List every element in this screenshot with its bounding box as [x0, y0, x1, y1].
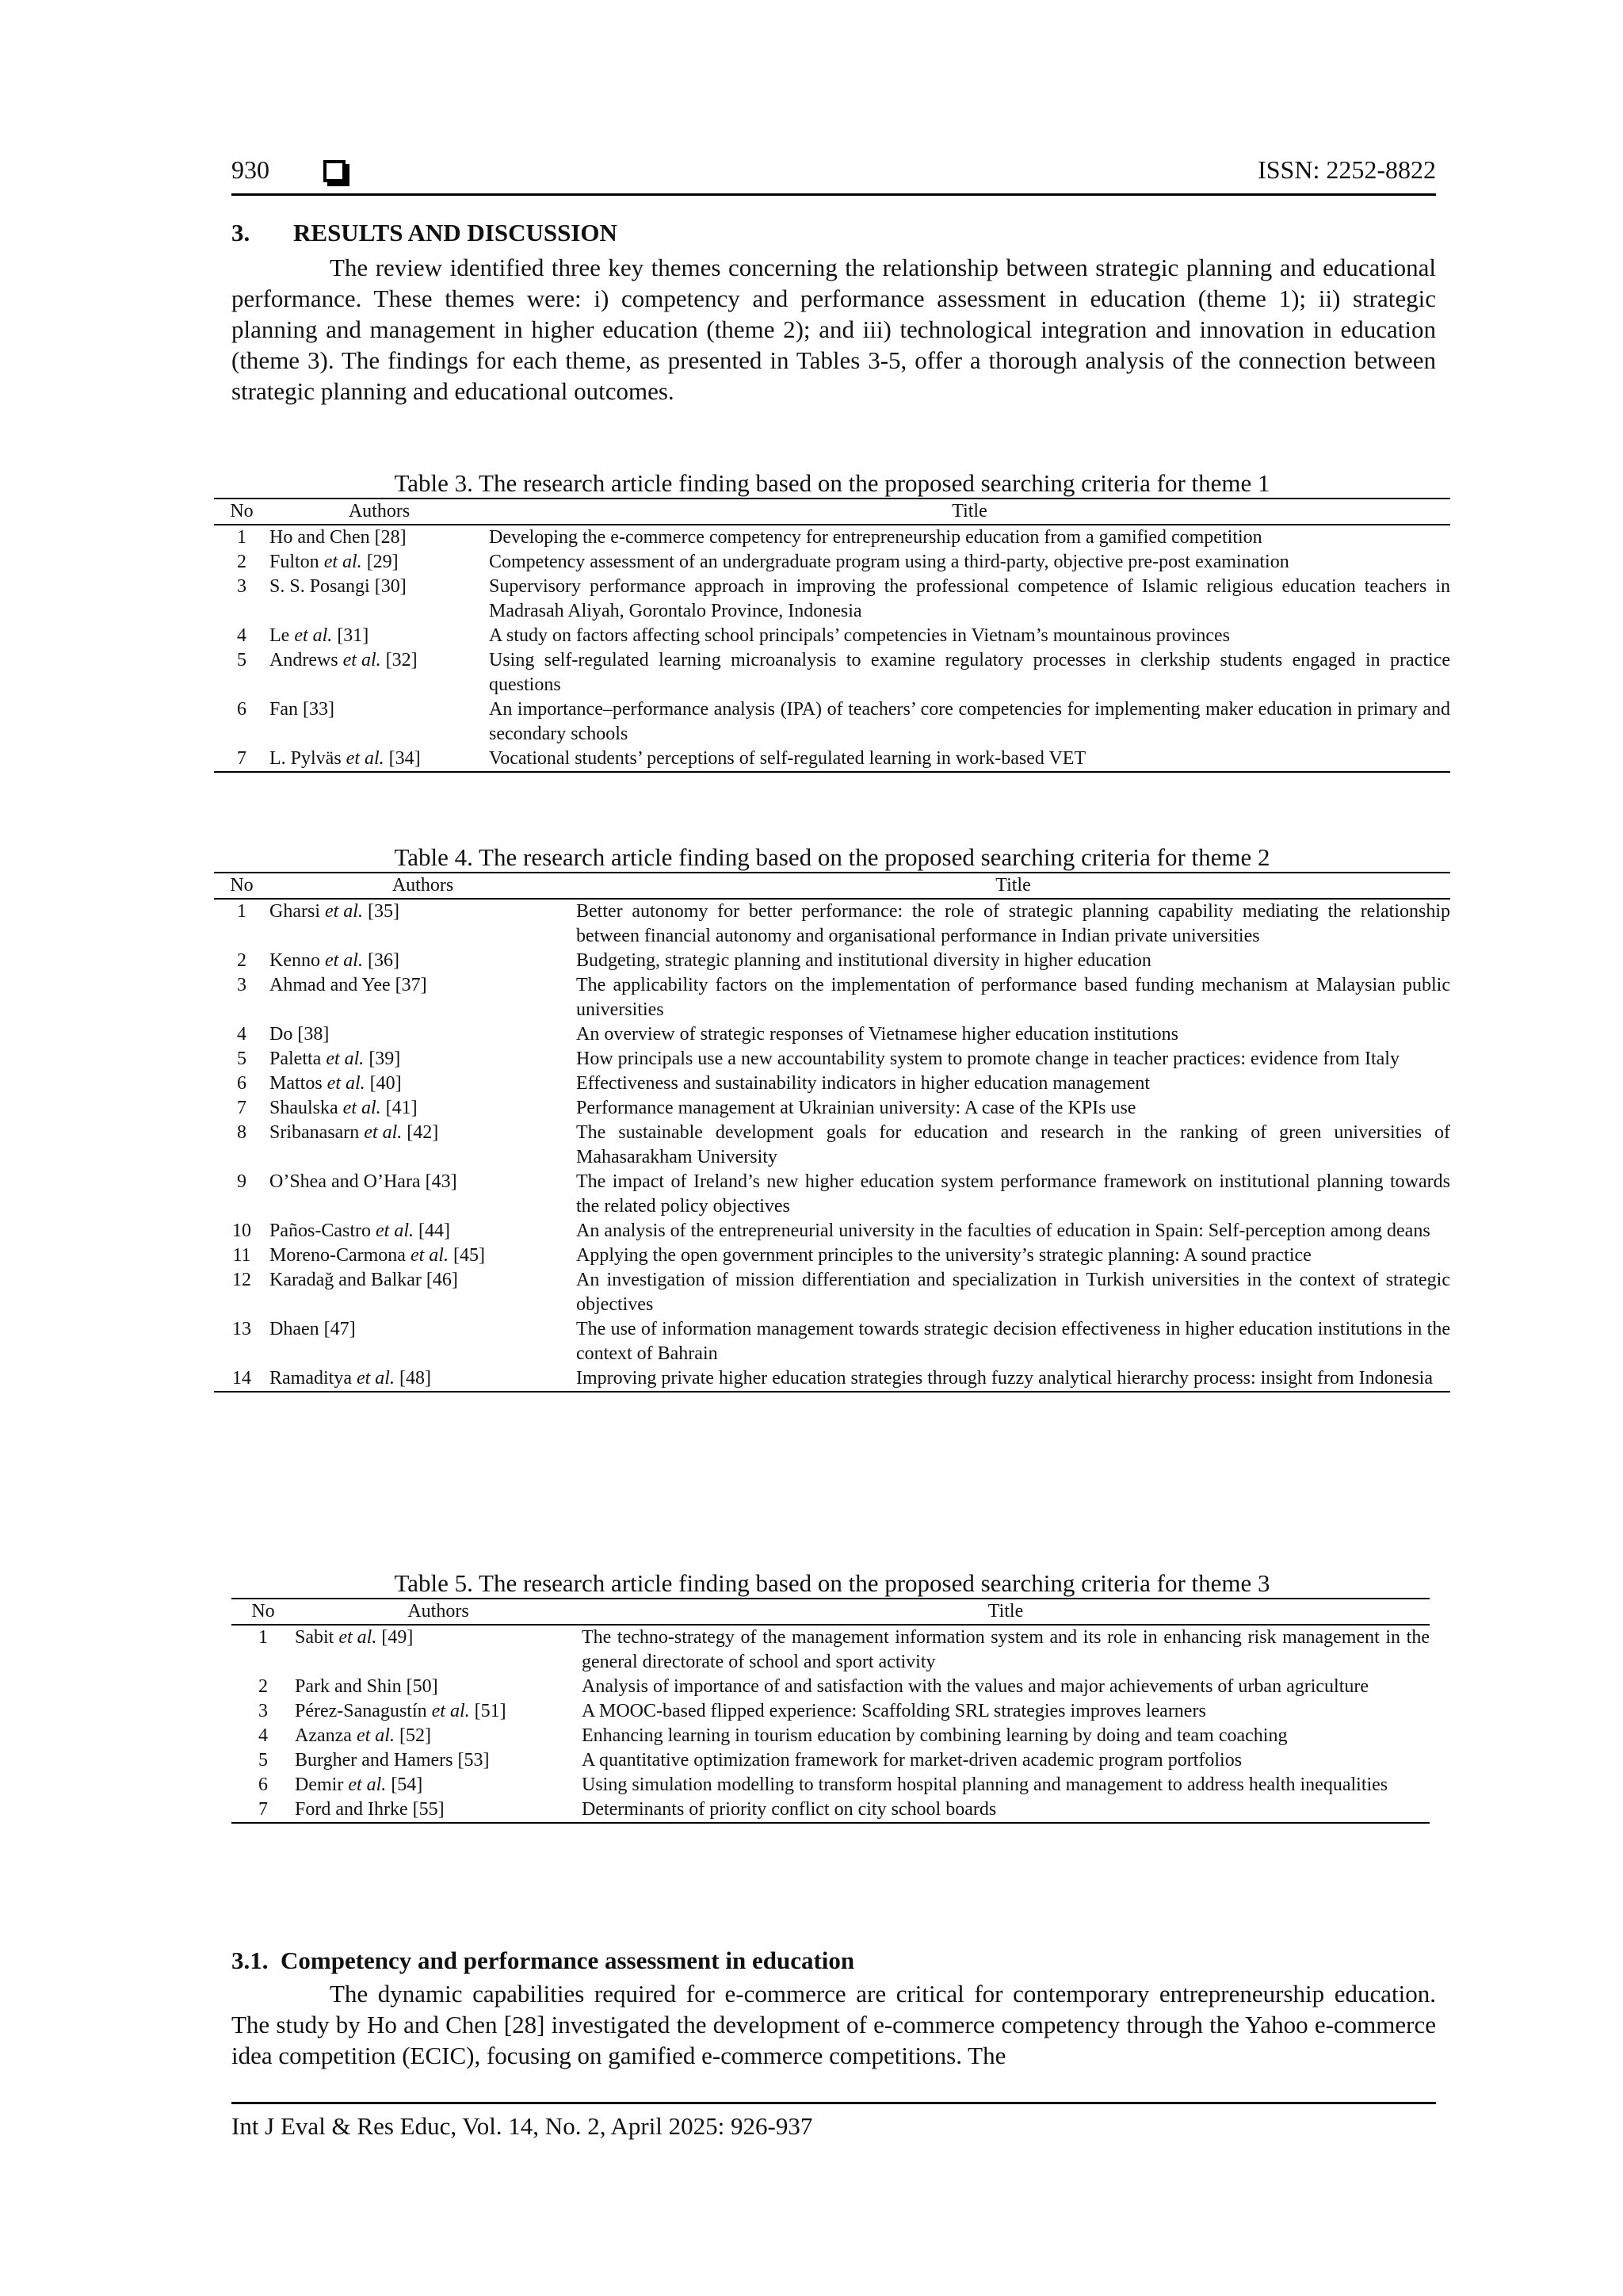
row-number: 9	[237, 1171, 246, 1192]
row-authors	[269, 575, 489, 624]
table-row	[214, 525, 1450, 550]
page-header	[231, 155, 1436, 196]
citation-ref: [48]	[399, 1368, 431, 1389]
table-row	[214, 697, 1450, 747]
row-number: 3	[237, 576, 246, 597]
author-name: Karadağ and Balkar	[269, 1270, 422, 1290]
col-header-no: No	[230, 501, 254, 521]
col-header-authors: Authors	[391, 875, 454, 896]
citation-ref: [36]	[367, 950, 399, 971]
author-name: Gharsi	[269, 901, 320, 922]
table-row	[214, 1219, 1450, 1244]
row-authors	[295, 1675, 582, 1699]
citation-ref: [40]	[369, 1073, 402, 1094]
author-name: O’Shea and O’Hara	[269, 1171, 421, 1192]
row-title: The impact of Ireland’s new higher education system performance framework on institutional planning towards the related policy objectives	[576, 1171, 1450, 1217]
col-header-title: Title	[987, 1601, 1024, 1622]
row-title: Determinants of priority conflict on city school boards	[582, 1799, 997, 1820]
col-header-authors: Authors	[348, 501, 411, 521]
row-number: 2	[237, 950, 246, 971]
table-row	[214, 1121, 1450, 1170]
table-row	[214, 747, 1450, 772]
row-number: 5	[237, 1049, 246, 1069]
row-number: 3	[258, 1701, 268, 1721]
et-al: et al.	[324, 901, 363, 922]
section-number: 3.	[231, 219, 250, 246]
citation-ref: [34]	[388, 748, 421, 769]
section-heading	[231, 219, 617, 247]
author-name: Ramaditya	[269, 1368, 352, 1389]
row-number: 8	[237, 1122, 246, 1143]
author-name: Andrews	[269, 650, 338, 670]
citation-ref: [55]	[412, 1799, 445, 1820]
row-authors	[269, 899, 576, 949]
row-authors	[269, 550, 489, 575]
row-number: 7	[237, 1098, 246, 1118]
table-row	[214, 624, 1450, 648]
intro-paragraph: The review identified three key themes concerning the relationship between strategic planning and educational performance. These themes were: i) competency and performance assessment in education (theme 1); ii) strategic planning and management in higher education (theme 2); and iii) technological integration and innovation in education (theme 3). The findings for each theme, as presented in Tables 3-5, offer a thorough analysis of the connection between strategic planning and educational outcomes.	[231, 254, 1436, 405]
row-title: Enhancing learning in tourism education by combining learning by doing and team coaching	[582, 1725, 1288, 1746]
author-name: Azanza	[295, 1725, 352, 1746]
table-row	[231, 1797, 1430, 1823]
author-name: Sabit	[295, 1627, 334, 1648]
row-title: The techno-strategy of the management information system and its role in enhancing risk management in the general directorate of school and sport activity	[582, 1627, 1430, 1672]
col-header-authors: Authors	[407, 1601, 469, 1622]
row-number: 6	[258, 1775, 268, 1795]
citation-ref: [29]	[366, 552, 399, 572]
citation-ref: [54]	[391, 1775, 423, 1795]
row-number: 1	[258, 1627, 268, 1648]
col-header-no: No	[251, 1601, 275, 1622]
et-al: et al.	[356, 1368, 395, 1389]
citation-ref: [51]	[474, 1701, 506, 1721]
col-header-no: No	[230, 875, 254, 896]
row-title: Performance management at Ukrainian university: A case of the KPIs use	[576, 1098, 1136, 1118]
row-title: Developing the e-commerce competency for entrepreneurship education from a gamified competition	[489, 527, 1262, 548]
table-header-row	[214, 873, 1450, 899]
row-number: 4	[237, 1024, 246, 1045]
row-title: Effectiveness and sustainability indicators in higher education management	[576, 1073, 1151, 1094]
row-authors	[269, 648, 489, 697]
row-authors	[269, 1047, 576, 1072]
citation-ref: [49]	[381, 1627, 414, 1648]
author-name: Moreno-Carmona	[269, 1245, 406, 1266]
author-name: Ford and Ihrke	[295, 1799, 408, 1820]
row-authors	[269, 973, 576, 1022]
row-number: 7	[237, 748, 246, 769]
page-footer: Int J Eval & Res Educ, Vol. 14, No. 2, April 2025: 926-937	[231, 2102, 1436, 2141]
row-title: An investigation of mission differentiation and specialization in Turkish universities in the context of strategic objectives	[576, 1270, 1450, 1315]
author-name: Burgher and Hamers	[295, 1750, 453, 1771]
et-al: et al.	[376, 1221, 414, 1241]
row-authors	[295, 1625, 582, 1675]
subsection-number: 3.1.	[231, 1946, 269, 1974]
citation-ref: [50]	[406, 1676, 438, 1697]
row-number: 2	[258, 1676, 268, 1697]
row-number: 14	[232, 1368, 251, 1389]
row-title: The sustainable development goals for education and research in the ranking of green universities of Mahasarakham University	[576, 1122, 1450, 1167]
row-title: Competency assessment of an undergraduate program using a third-party, objective pre-post examination	[489, 552, 1289, 572]
table-header-row	[214, 499, 1450, 525]
row-title: A study on factors affecting school principals’ competencies in Vietnam’s mountainous provinces	[489, 625, 1231, 646]
table-row	[214, 1366, 1450, 1392]
author-name: S. S. Posangi	[269, 576, 370, 597]
author-name: Shaulska	[269, 1098, 338, 1118]
table5-caption: Table 5. The research article finding based on the proposed searching criteria for theme 3	[394, 1569, 1270, 1597]
citation-ref: [37]	[395, 975, 427, 995]
author-name: Demir	[295, 1775, 344, 1795]
row-title: Using self-regulated learning microanalysis to examine regulatory processes in clerkship students engaged in practice questions	[489, 650, 1450, 695]
row-title: A quantitative optimization framework for market-driven academic program portfolios	[582, 1750, 1243, 1771]
row-number: 1	[237, 527, 246, 548]
row-title: An analysis of the entrepreneurial university in the faculties of education in Spain: Self-perception among deans	[576, 1221, 1430, 1241]
table-row	[214, 550, 1450, 575]
table-row	[214, 1072, 1450, 1096]
row-title: The use of information management towards strategic decision effectiveness in higher education institutions in the context of Bahrain	[576, 1319, 1450, 1364]
row-authors	[295, 1797, 582, 1823]
author-name: Le	[269, 625, 290, 646]
table4-caption: Table 4. The research article finding based on the proposed searching criteria for theme 2	[394, 843, 1270, 871]
table-row	[231, 1625, 1430, 1675]
author-name: Ho and Chen	[269, 527, 370, 548]
table-header-row	[231, 1599, 1430, 1625]
table-row	[214, 1244, 1450, 1268]
et-al: et al.	[348, 1775, 387, 1795]
table3-caption: Table 3. The research article finding based on the proposed searching criteria for theme 1	[394, 469, 1270, 497]
et-al: et al.	[356, 1725, 395, 1746]
row-authors	[269, 1170, 576, 1219]
author-name: Fulton	[269, 552, 319, 572]
row-number: 13	[232, 1319, 251, 1339]
citation-ref: [35]	[367, 901, 399, 922]
author-name: Ahmad and Yee	[269, 975, 391, 995]
table-row	[214, 648, 1450, 697]
et-al: et al.	[342, 1098, 381, 1118]
row-authors	[269, 949, 576, 973]
row-number: 3	[237, 975, 246, 995]
row-title: Vocational students’ perceptions of self-regulated learning in work-based VET	[489, 748, 1086, 769]
table-row	[214, 1268, 1450, 1317]
table-row	[231, 1675, 1430, 1699]
citation-ref: [41]	[385, 1098, 418, 1118]
subsection-paragraph: The dynamic capabilities required for e-commerce are critical for contemporary entrepreneurship education. The study by Ho and Chen [28] investigated the development of e-commerce competency through the Yahoo e-commerce idea competition (ECIC), focusing on gamified e-commerce competitions. The	[231, 1980, 1436, 2069]
row-authors	[269, 1244, 576, 1268]
row-number: 6	[237, 699, 246, 720]
row-title: Budgeting, strategic planning and institutional diversity in higher education	[576, 950, 1151, 971]
table5	[231, 1598, 1430, 1824]
author-name: Mattos	[269, 1073, 323, 1094]
citation-ref: [39]	[369, 1049, 401, 1069]
subsection-heading	[231, 1946, 854, 1975]
et-al: et al.	[346, 748, 384, 769]
row-title: A MOOC-based flipped experience: Scaffolding SRL strategies improves learners	[582, 1701, 1206, 1721]
row-authors	[295, 1699, 582, 1724]
row-number: 2	[237, 552, 246, 572]
row-number: 4	[258, 1725, 268, 1746]
row-number: 11	[232, 1245, 251, 1266]
table-row	[231, 1748, 1430, 1773]
page-number: 930	[231, 155, 269, 184]
row-authors	[269, 747, 489, 772]
et-al: et al.	[326, 1049, 365, 1069]
et-al: et al.	[364, 1122, 403, 1143]
row-title: Improving private higher education strategies through fuzzy analytical hierarchy process: insight from Indonesia	[576, 1368, 1433, 1389]
citation-ref: [38]	[297, 1024, 330, 1045]
col-header-title: Title	[952, 501, 987, 521]
row-authors	[269, 1121, 576, 1170]
author-name: Kenno	[269, 950, 320, 971]
col-header-title: Title	[995, 875, 1031, 896]
table-row	[214, 1096, 1450, 1121]
row-authors	[269, 1219, 576, 1244]
et-al: et al.	[324, 950, 363, 971]
author-name: Sribanasarn	[269, 1122, 360, 1143]
table-row	[231, 1699, 1430, 1724]
et-al: et al.	[327, 1073, 365, 1094]
table-row	[214, 973, 1450, 1022]
row-number: 1	[237, 901, 246, 922]
table-row	[231, 1773, 1430, 1797]
et-al: et al.	[338, 1627, 377, 1648]
row-title: The applicability factors on the implementation of performance based funding mechanism at Malaysian public universities	[576, 975, 1450, 1020]
et-al: et al.	[431, 1701, 470, 1721]
issn-label: ISSN: 2252-8822	[1258, 155, 1436, 184]
row-title: Applying the open government principles to the university’s strategic planning: A sound practice	[576, 1245, 1312, 1266]
author-name: L. Pylväs	[269, 748, 342, 769]
table-row	[214, 899, 1450, 949]
row-title: Analysis of importance of and satisfaction with the values and major achievements of urban agriculture	[582, 1676, 1369, 1697]
row-number: 4	[237, 625, 246, 646]
author-name: Park and Shin	[295, 1676, 402, 1697]
citation-ref: [46]	[426, 1270, 458, 1290]
author-name: Pérez-Sanagustín	[295, 1701, 427, 1721]
row-authors	[295, 1724, 582, 1748]
author-name: Dhaen	[269, 1319, 319, 1339]
row-title: Supervisory performance approach in improving the professional competence of Islamic religious education teachers in Madrasah Aliyah, Gorontalo Province, Indonesia	[489, 576, 1450, 621]
citation-ref: [32]	[385, 650, 418, 670]
et-al: et al.	[323, 552, 362, 572]
table-row	[214, 1022, 1450, 1047]
citation-ref: [45]	[453, 1245, 485, 1266]
row-authors	[295, 1773, 582, 1797]
table-row	[214, 1047, 1450, 1072]
table-row	[231, 1724, 1430, 1748]
row-title: Better autonomy for better performance: the role of strategic planning capability mediating the relationship between financial autonomy and organisational performance in Indian private universities	[576, 901, 1450, 946]
table4	[214, 872, 1450, 1392]
author-name: Paños-Castro	[269, 1221, 371, 1241]
row-authors	[269, 1096, 576, 1121]
citation-ref: [44]	[418, 1221, 450, 1241]
citation-ref: [53]	[457, 1750, 490, 1771]
table3	[214, 498, 1450, 773]
row-authors	[295, 1748, 582, 1773]
row-number: 7	[258, 1799, 268, 1820]
author-name: Paletta	[269, 1049, 322, 1069]
table-row	[214, 575, 1450, 624]
citation-ref: [42]	[407, 1122, 439, 1143]
author-name: Do	[269, 1024, 293, 1045]
row-title: How principals use a new accountability system to promote change in teacher practices: evidence from Italy	[576, 1049, 1400, 1069]
citation-ref: [31]	[337, 625, 369, 646]
row-authors	[269, 1317, 576, 1366]
row-authors	[269, 1366, 576, 1392]
row-authors	[269, 525, 489, 550]
citation-ref: [47]	[323, 1319, 356, 1339]
row-number: 10	[232, 1221, 251, 1241]
row-authors	[269, 624, 489, 648]
table-row	[214, 1317, 1450, 1366]
citation-ref: [43]	[425, 1171, 457, 1192]
et-al: et al.	[294, 625, 333, 646]
row-title: An overview of strategic responses of Vietnamese higher education institutions	[576, 1024, 1178, 1045]
citation-ref: [28]	[374, 527, 407, 548]
checkbox-square-icon	[323, 160, 346, 182]
row-authors	[269, 1022, 576, 1047]
table-row	[214, 949, 1450, 973]
row-number: 5	[258, 1750, 268, 1771]
row-authors	[269, 1072, 576, 1096]
row-number: 12	[232, 1270, 251, 1290]
section-title: RESULTS AND DISCUSSION	[293, 219, 617, 246]
citation-ref: [52]	[399, 1725, 431, 1746]
row-title: An importance–performance analysis (IPA) of teachers’ core competencies for implementing maker education in primary and secondary schools	[489, 699, 1450, 744]
citation-ref: [30]	[374, 576, 407, 597]
row-title: Using simulation modelling to transform hospital planning and management to address health inequalities	[582, 1775, 1388, 1795]
row-authors	[269, 1268, 576, 1317]
citation-ref: [33]	[303, 699, 334, 720]
et-al: et al.	[342, 650, 381, 670]
row-number: 6	[237, 1073, 246, 1094]
et-al: et al.	[410, 1245, 449, 1266]
table-row	[214, 1170, 1450, 1219]
row-authors	[269, 697, 489, 747]
author-name: Fan	[269, 699, 298, 720]
subsection-title: Competency and performance assessment in education	[281, 1946, 855, 1974]
row-number: 5	[237, 650, 246, 670]
